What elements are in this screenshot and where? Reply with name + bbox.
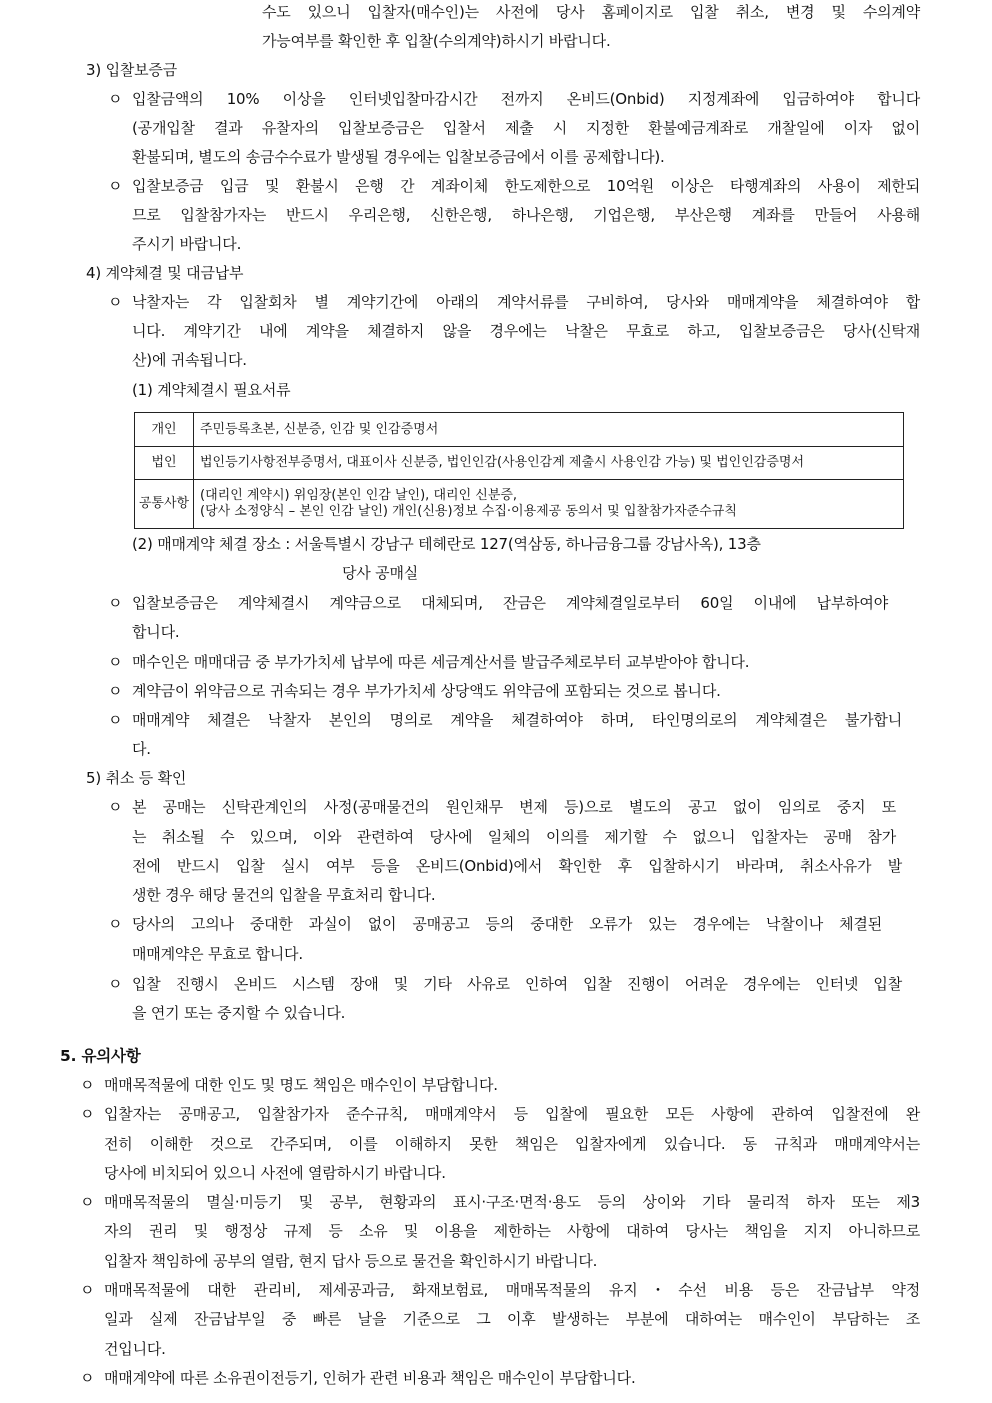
text-line: 자의 권리 및 행정상 규제 등 소유 및 이용을 제한하는 사항에 대하여 당사는 책임을 지지 아니하므로 <box>104 1222 920 1240</box>
text-line: 본 공매는 신탁관계인의 사정(공매물건의 원인채무 변제 등)으로 별도의 공고 없이 임의로 중지 또 <box>132 798 896 816</box>
text-line: 합니다. <box>132 623 180 641</box>
table-cell-value: 법인등기사항전부증명서, 대표이사 신분증, 법인인감(사용인감계 제출시 사용인감 가능) 및 법인인감증명서 <box>194 447 904 480</box>
bullet-icon: ㅇ <box>108 711 123 729</box>
text-line: 생한 경우 해당 물건의 입찰을 무효처리 합니다. <box>132 886 436 904</box>
table-row <box>135 413 904 447</box>
text-line: 매매계약은 무효로 합니다. <box>132 945 303 963</box>
bullet-icon: ㅇ <box>108 653 123 671</box>
bullet-icon: ㅇ <box>108 293 123 311</box>
text-line: 는 취소될 수 있으며, 이와 관련하여 당사에 일체의 이의를 제기할 수 없으니 입찰자는 공매 참가 <box>132 828 896 846</box>
bullet-icon: ㅇ <box>108 177 123 195</box>
table-cell-key: 법인 <box>135 447 194 480</box>
text-line: 당사 공매실 <box>342 564 419 582</box>
table-cell-key: 공통사항 <box>135 480 194 529</box>
table-row <box>135 480 904 529</box>
table-cell-key: 개인 <box>135 413 194 447</box>
text-line: 매매목적물에 대한 인도 및 명도 책임은 매수인이 부담합니다. <box>104 1076 498 1094</box>
table-cell-line: (대리인 계약시) 위임장(본인 인감 날인), 대리인 신분증, <box>200 488 518 503</box>
bullet-icon: ㅇ <box>108 798 123 816</box>
text-line: 주시기 바랍니다. <box>132 235 242 253</box>
section-heading-contract: 4) 계약체결 및 대금납부 <box>86 264 244 282</box>
section-heading-deposit: 3) 입찰보증금 <box>86 61 178 79</box>
text-line: 므로 입찰참가자는 반드시 우리은행, 신한은행, 하나은행, 기업은행, 부산은행 계좌를 만들어 사용해 <box>132 206 920 224</box>
text-line: 매매목적물에 대한 관리비, 제세공과금, 화재보험료, 매매목적물의 유지・수선 비용 등은 잔금납부 약정 <box>104 1281 920 1299</box>
bullet-icon: ㅇ <box>80 1105 95 1123</box>
text-line: 니다. 계약기간 내에 계약을 체결하지 않을 경우에는 낙찰은 무효로 하고, 입찰보증금은 당사(신탁재 <box>132 322 920 340</box>
text-line: 당사의 고의나 중대한 과실이 없이 공매공고 등의 중대한 오류가 있는 경우에는 낙찰이나 체결된 <box>132 915 882 933</box>
text-line: 입찰보증금 입금 및 환불시 은행 간 계좌이체 한도제한으로 10억원 이상은 타행계좌의 사용이 제한되 <box>132 177 920 195</box>
text-line: 환불되며, 별도의 송금수수료가 발생될 경우에는 입찰보증금에서 이를 공제합니다). <box>132 148 665 166</box>
bullet-icon: ㅇ <box>108 594 123 612</box>
text-line: (공개입찰 결과 유찰자의 입찰보증금은 입찰서 제출 시 지정한 환불예금계좌로 개찰일에 이자 없이 <box>132 119 920 137</box>
text-line: 을 연기 또는 중지할 수 있습니다. <box>132 1004 346 1022</box>
text-line: 매매계약에 따른 소유권이전등기, 인허가 관련 비용과 책임은 매수인이 부담합니다. <box>104 1369 636 1387</box>
text-line: 당사에 비치되어 있으니 사전에 열람하시기 바랍니다. <box>104 1164 446 1182</box>
text-line: 건입니다. <box>104 1340 166 1358</box>
text-line: 다. <box>132 740 151 758</box>
section-heading-cancel: 5) 취소 등 확인 <box>86 769 187 787</box>
text-line: 일과 실제 잔금납부일 중 빠른 날을 기준으로 그 이후 발생하는 부분에 대하여는 매수인이 부담하는 조 <box>104 1310 920 1328</box>
text-line: 입찰자 책임하에 공부의 열람, 현지 답사 등으로 물건을 확인하시기 바랍니다. <box>104 1252 598 1270</box>
text-line: 계약금이 위약금으로 귀속되는 경우 부가가치세 상당액도 위약금에 포함되는 것으로 봅니다. <box>132 682 721 700</box>
table-cell-value <box>194 480 904 529</box>
table-cell-value: 주민등록초본, 신분증, 인감 및 인감증명서 <box>194 413 904 447</box>
section-heading-notes: 5. 유의사항 <box>60 1047 141 1065</box>
text-line: 입찰자는 공매공고, 입찰참가자 준수규칙, 매매계약서 등 입찰에 필요한 모든 사항에 관하여 입찰전에 완 <box>104 1105 920 1123</box>
bullet-icon: ㅇ <box>108 975 123 993</box>
bullet-icon: ㅇ <box>80 1369 95 1387</box>
text-line: 매매계약 체결은 낙찰자 본인의 명의로 계약을 체결하여야 하며, 타인명의로의 계약체결은 불가합니 <box>132 711 902 729</box>
bullet-icon: ㅇ <box>80 1076 95 1094</box>
subsection-title: (1) 계약체결시 필요서류 <box>132 381 291 399</box>
bullet-icon: ㅇ <box>108 90 123 108</box>
table-cell-line: (당사 소정양식 – 본인 인감 날인) 개인(신용)정보 수집·이용제공 동의서 및 입찰참가자준수규칙 <box>200 504 737 519</box>
text-line: 매수인은 매매대금 중 부가가치세 납부에 따른 세금계산서를 발급주체로부터 교부받아야 합니다. <box>132 653 750 671</box>
bullet-icon: ㅇ <box>108 682 123 700</box>
text-line: 매매목적물의 멸실·미등기 및 공부, 현황과의 표시·구조·면적·용도 등의 상이와 기타 물리적 하자 또는 제3 <box>104 1193 920 1211</box>
text-line: 전히 이해한 것으로 간주되며, 이를 이해하지 못한 책임은 입찰자에게 있습니다. 동 규칙과 매매계약서는 <box>104 1135 920 1153</box>
text-line: 낙찰자는 각 입찰회차 별 계약기간에 아래의 계약서류를 구비하여, 당사와 매매계약을 체결하여야 합 <box>132 293 920 311</box>
text-line: 입찰보증금은 계약체결시 계약금으로 대체되며, 잔금은 계약체결일로부터 60일 이내에 납부하여야 <box>132 594 888 612</box>
text-line: 산)에 귀속됩니다. <box>132 351 247 369</box>
text-line: 수도 있으니 입찰자(매수인)는 사전에 당사 홈페이지로 입찰 취소, 변경 및 수의계약 <box>262 3 920 21</box>
bullet-icon: ㅇ <box>80 1193 95 1211</box>
text-line: 전에 반드시 입찰 실시 여부 등을 온비드(Onbid)에서 확인한 후 입찰하시기 바라며, 취소사유가 발 <box>132 857 902 875</box>
text-line: 가능여부를 확인한 후 입찰(수의계약)하시기 바랍니다. <box>262 32 611 50</box>
text-line: 입찰 진행시 온비드 시스템 장애 및 기타 사유로 인하여 입찰 진행이 어려운 경우에는 인터넷 입찰 <box>132 975 902 993</box>
bullet-icon: ㅇ <box>108 915 123 933</box>
bullet-icon: ㅇ <box>80 1281 95 1299</box>
required-documents-table <box>134 412 904 529</box>
subsection-title: (2) 매매계약 체결 장소 : 서울특별시 강남구 테헤란로 127(역삼동, 하나금융그룹 강남사옥), 13층 <box>132 535 761 553</box>
table-row <box>135 447 904 480</box>
text-line: 입찰금액의 10% 이상을 인터넷입찰마감시간 전까지 온비드(Onbid) 지정계좌에 입금하여야 합니다 <box>132 90 920 108</box>
